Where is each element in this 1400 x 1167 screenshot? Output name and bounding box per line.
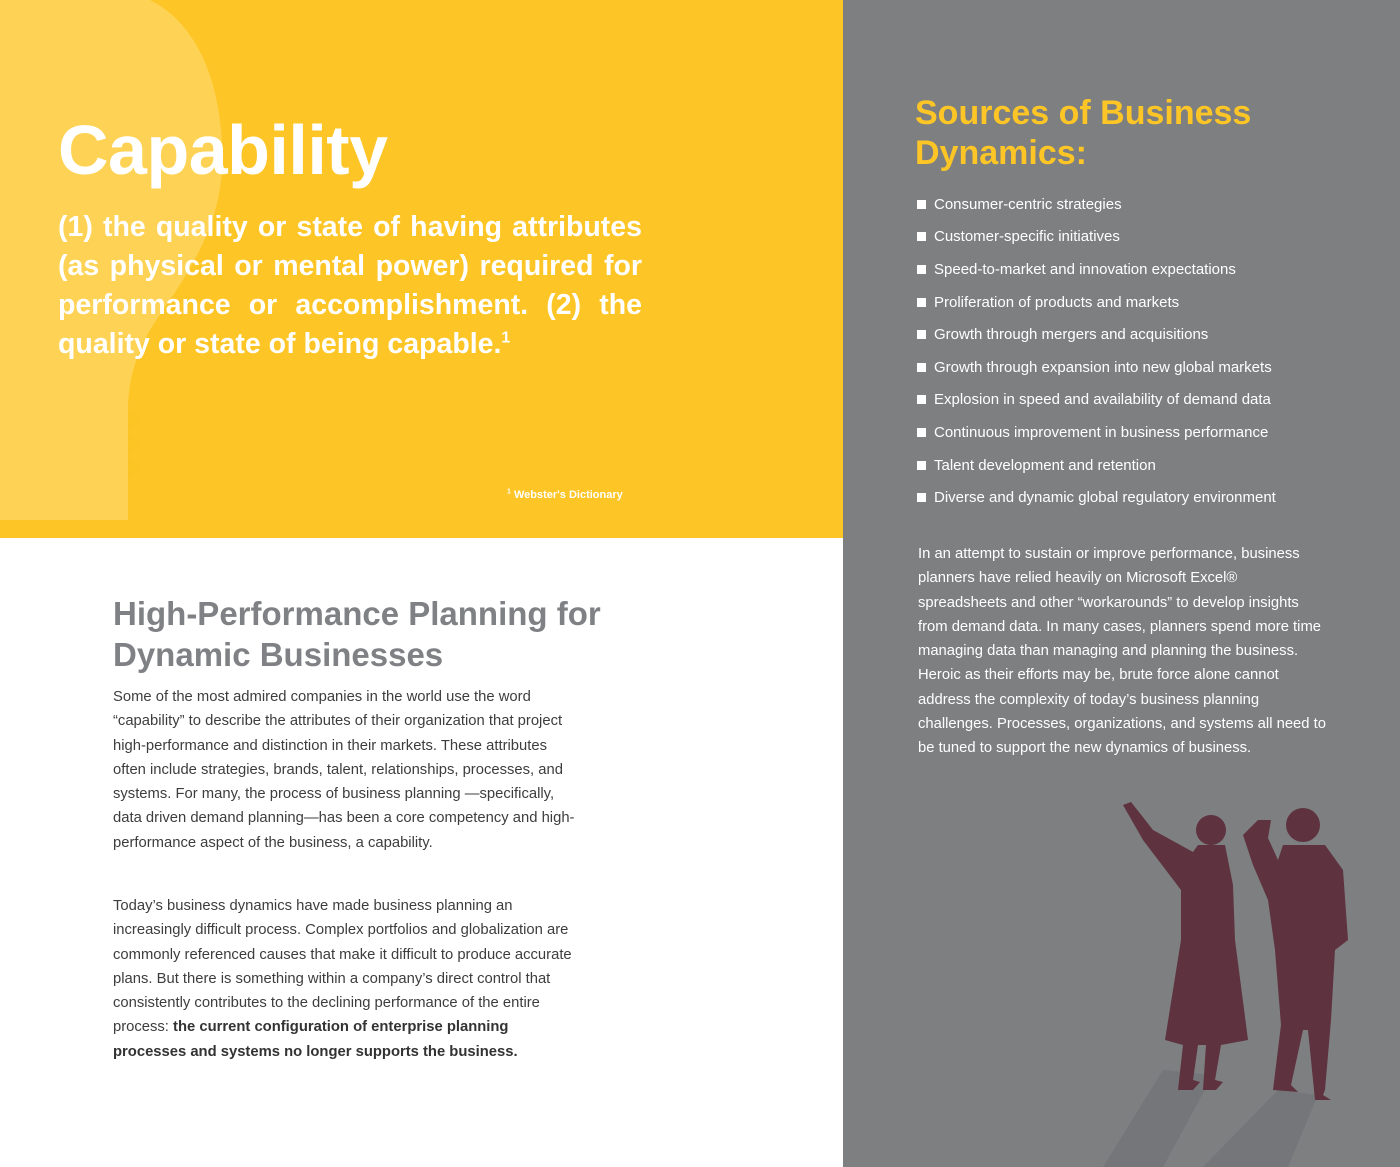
square-bullet-icon	[917, 493, 926, 502]
list-item	[917, 318, 1276, 351]
high-performance-title: High-Performance Planning for Dynamic Businesses	[113, 595, 601, 673]
list-item-text: Proliferation of products and markets	[934, 293, 1180, 311]
list-item-text: Talent development and retention	[934, 456, 1156, 474]
list-item-text: Diverse and dynamic global regulatory environment	[934, 489, 1276, 507]
square-bullet-icon	[917, 298, 926, 307]
list-item	[917, 449, 1276, 482]
list-item	[917, 221, 1276, 254]
list-item	[917, 384, 1276, 417]
list-item-text: Customer-specific initiatives	[934, 228, 1120, 246]
list-item-text: Growth through expansion into new global markets	[934, 358, 1272, 376]
list-item-text: Explosion in speed and availability of demand data	[934, 391, 1271, 409]
list-item	[917, 351, 1276, 384]
list-item	[917, 416, 1276, 449]
high-performance-paragraph-2	[113, 894, 579, 1064]
sources-title: Sources of Business Dynamics:	[915, 94, 1252, 172]
list-item-text: Consumer-centric strategies	[934, 195, 1122, 213]
square-bullet-icon	[917, 363, 926, 372]
square-bullet-icon	[917, 330, 926, 339]
sources-paragraph: In an attempt to sustain or improve performance, business planners have relied heavily on Microsoft Excel® spreadsheets and other “workarounds” to develop insights from demand data. In many cases, planners spend more time managing data than managing and planning the business. Heroic as their efforts may be, brute force alone cannot address the complexity of today’s business planning challenges. Processes, organizations, and systems all need to be tuned to support the new dynamics of business.	[918, 546, 1326, 757]
square-bullet-icon	[917, 395, 926, 404]
square-bullet-icon	[917, 232, 926, 241]
footnote	[507, 489, 623, 501]
list-item-text: Speed-to-market and innovation expectations	[934, 260, 1236, 278]
sources-panel	[843, 0, 1400, 1167]
people-silhouette-graphic	[1103, 790, 1363, 1167]
footnote-marker: 1	[507, 488, 511, 496]
capability-panel	[0, 0, 843, 538]
list-item	[917, 188, 1276, 221]
list-item	[917, 253, 1276, 286]
list-item-text: Continuous improvement in business performance	[934, 423, 1269, 441]
paragraph-2-text: Today’s business dynamics have made business planning an increasingly difficult process. Complex portfolios and globalization are commonly referenced causes that make it difficult to produce accurate plans. But there is something within a company’s direct control that consistently contributes to the declining performance of the entire process:	[113, 898, 572, 1036]
footnote-text: Webster's Dictionary	[513, 489, 623, 501]
sources-list	[917, 188, 1276, 514]
square-bullet-icon	[917, 428, 926, 437]
definition-text: (1) the quality or state of having attributes (as physical or mental power) required for performance or accomplishment. (2) the quality or state of being capable.	[58, 211, 642, 360]
list-item-text: Growth through mergers and acquisitions	[934, 326, 1209, 344]
list-item	[917, 481, 1276, 514]
high-performance-paragraph-1: Some of the most admired companies in the world use the word “capability” to describe the attributes of their organization that project high-performance and distinction in their markets. These attributes often include strategies, brands, talent, relationships, processes, and systems. For many, the process of business planning —specifically, data driven demand planning—has been a core competency and high-performance aspect of the business, a capability.	[113, 689, 575, 851]
capability-definition	[58, 208, 642, 364]
capability-title: Capability	[58, 111, 388, 189]
square-bullet-icon	[917, 200, 926, 209]
square-bullet-icon	[917, 265, 926, 274]
list-item	[917, 286, 1276, 319]
paragraph-2-bold-text: the current configuration of enterprise planning processes and systems no longer supports the business.	[113, 1019, 518, 1060]
definition-superscript: 1	[501, 329, 511, 347]
square-bullet-icon	[917, 461, 926, 470]
